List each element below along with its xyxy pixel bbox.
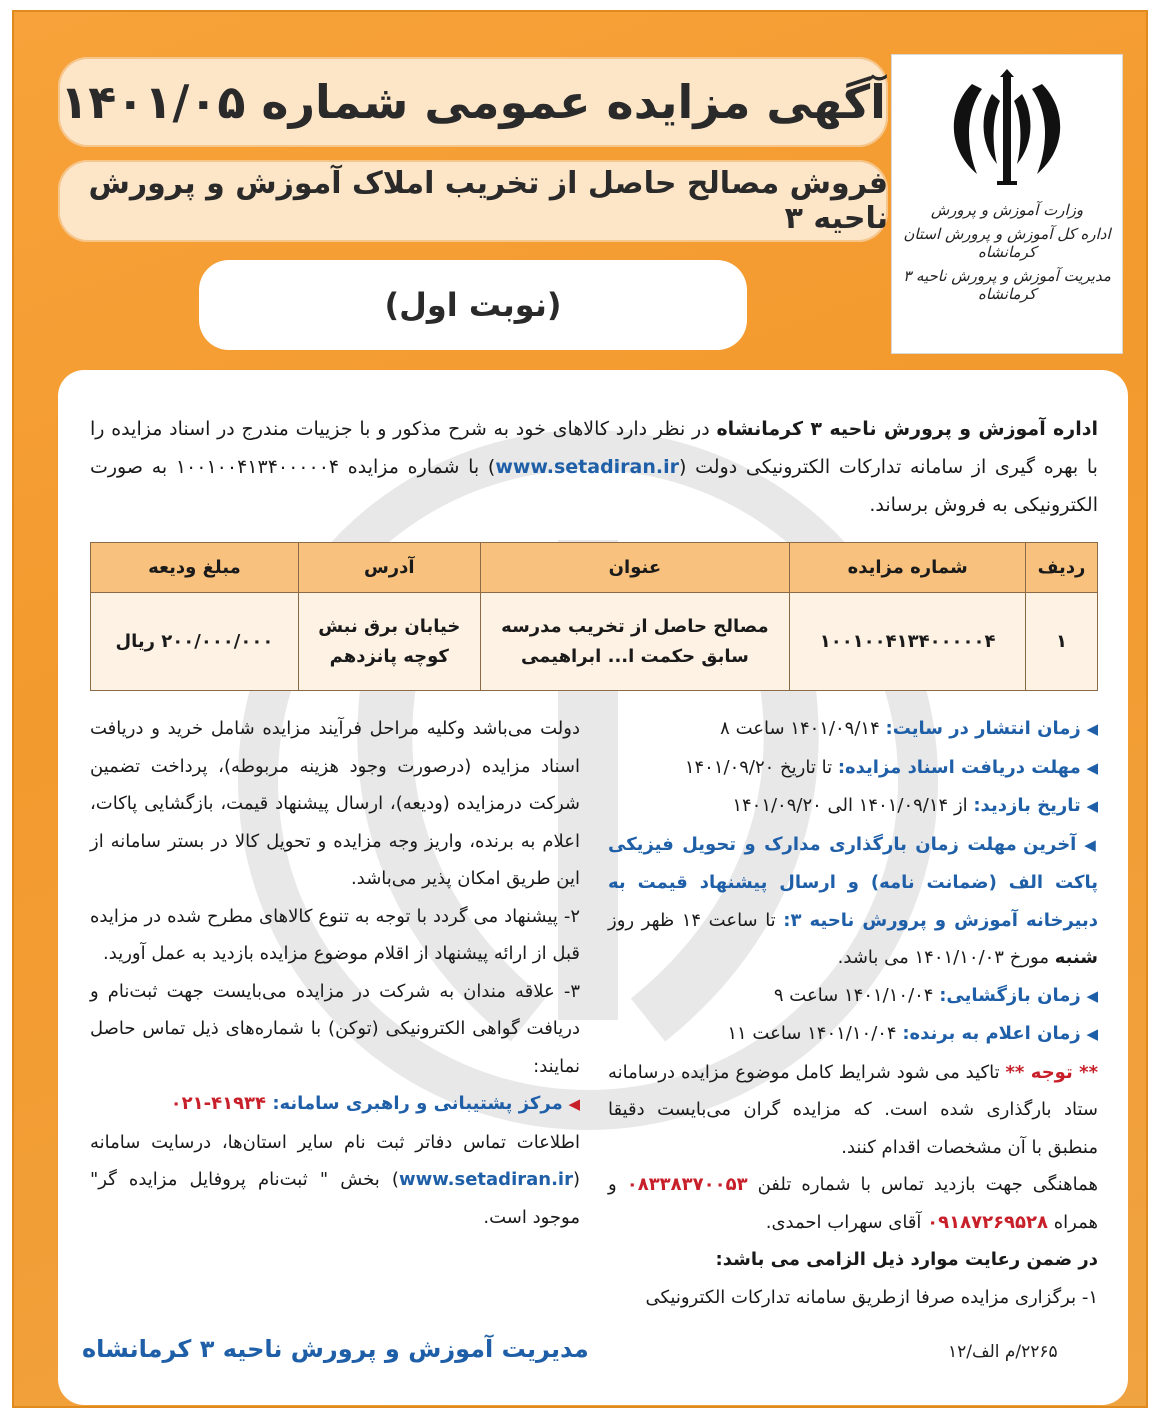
contact-mobile: ۰۹۱۸۷۲۶۹۵۲۸	[927, 1211, 1049, 1233]
winner-label: زمان اعلام به برنده:	[902, 1023, 1081, 1044]
table-row	[91, 593, 1098, 691]
docs-deadline	[608, 749, 1098, 788]
intro-text-2: ) با شماره مزایده ۱۰۰۱۰۰۴۱۳۴۰۰۰۰۰۴ به صورت الکترونیکی به فروش برساند.	[90, 456, 1098, 516]
rule-2: ۲- پیشنهاد می گردد با توجه به تنوع کالاهای مطرح شده در مزایده قبل از ارائه پیشنهاد از اقلام موضوع مزایده بازدید به عمل آورید.	[90, 905, 580, 964]
contact-name: آقای سهراب احمدی.	[765, 1211, 928, 1233]
info-site-link[interactable]: www.setadiran.ir	[398, 1169, 573, 1190]
col-header-deposit: مبلغ ودیعه	[91, 543, 299, 593]
contact-phone: ۰۸۳۳۸۳۷۰۰۵۳	[626, 1174, 748, 1195]
deadline-value-2: مورخ ۱۴۰۱/۱۰/۰۳ می باشد.	[837, 947, 1055, 968]
col-header-row-no: ردیف	[1026, 543, 1098, 593]
note-paragraph	[608, 1054, 1098, 1167]
deadline-label: آخرین مهلت زمان بارگذاری مدارک و تحویل فیزیکی پاکت الف (ضمانت نامه) و ارسال پیشنهاد قیمت به دبیرخانه آموزش و پرورش ناحیه ۳:	[608, 833, 1098, 931]
winner-value: ۱۴۰۱/۱۰/۰۴ ساعت ۱۱	[727, 1023, 903, 1044]
ad-title	[58, 57, 888, 147]
ad-subtitle-text: فروش مصالح حاصل از تخریب املاک آموزش و پرورش ناحیه ۳	[88, 166, 888, 236]
publish-time	[608, 710, 1098, 749]
logo-ministry-name: وزارت آموزش و پرورش	[930, 201, 1084, 219]
open-value: ۱۴۰۱/۱۰/۰۴ ساعت ۹	[773, 984, 940, 1006]
triangle-bullet-icon: ◀	[568, 1095, 580, 1113]
col-header-address: آدرس	[298, 543, 480, 593]
cell-deposit: ۲۰۰/۰۰۰/۰۰۰ ریال	[91, 593, 299, 691]
intro-site-link[interactable]: www.setadiran.ir	[495, 456, 680, 478]
rule-1-continued: دولت می‌باشد وکلیه مراحل فرآیند مزایده شامل خرید و دریافت اسناد مزایده (درصورت وجود هزینه مربوطه)، پرداخت تضمین شرکت درمزایده (ودیعه)، ارسال پیشنهاد قیمت، بازگشایی پاکات، اعلام به برنده، واریز وجه مزایده و تحویل کالا در بستر سامانه از این طریق امکان پذیر می‌باشد.	[90, 718, 580, 889]
docs-label: مهلت دریافت اسناد مزایده:	[837, 756, 1081, 778]
intro-paragraph	[90, 410, 1098, 524]
ad-frame	[12, 10, 1148, 1408]
note-text: تاکید می شود شرایط کامل موضوع مزایده درسامانه ستاد بارگذاری شده است. که مزایده گران می‌بایست دقیقا منطبق با آن مشخصات اقدام کنند.	[608, 1061, 1098, 1158]
ad-round-text: (نوبت اول)	[384, 286, 562, 324]
note-label: ** توجه **	[1005, 1061, 1098, 1083]
opening-time	[608, 977, 1098, 1016]
signature: مدیریت آموزش و پرورش ناحیه ۳ کرمانشاه	[82, 1335, 589, 1363]
triangle-bullet-icon: ◀	[1086, 986, 1098, 1005]
support-label: مرکز پشتیبانی و راهبری سامانه:	[272, 1093, 563, 1114]
info-text-2: ) بخش " ثبت‌نام پروفایل مزایده گر" موجود است.	[90, 1169, 580, 1228]
support-phone: ۴۱۹۳۴-۰۲۱	[170, 1093, 273, 1114]
contact-and: و همراه	[608, 1174, 1098, 1233]
triangle-bullet-icon: ◀	[1084, 835, 1098, 854]
cell-row-no: ۱	[1026, 593, 1098, 691]
iran-emblem-icon	[942, 69, 1072, 189]
support-center	[90, 1085, 580, 1124]
open-label: زمان بازگشایی:	[939, 984, 1081, 1006]
schedule-column	[608, 710, 1098, 1316]
winner-time	[608, 1015, 1098, 1054]
triangle-bullet-icon: ◀	[1086, 1025, 1098, 1043]
intro-text-1: در نظر دارد کالاهای خود به شرح مذکور و با جزییات مندرج در اسناد مزایده را با بهره گیری از سامانه تدارکات الکترونیکی دولت (	[90, 418, 1098, 478]
rules-column	[90, 710, 580, 1236]
ministry-logo-box	[891, 54, 1123, 354]
contact-text: هماهنگی جهت بازدید تماس با شماره تلفن	[747, 1174, 1098, 1195]
info-paragraph	[90, 1124, 580, 1237]
visit-label: تاریخ بازدید:	[973, 795, 1081, 816]
deadline-value-1: تا ساعت ۱۴ ظهر روز	[608, 909, 784, 931]
triangle-bullet-icon: ◀	[1086, 797, 1098, 815]
triangle-bullet-icon: ◀	[1086, 720, 1098, 738]
submission-deadline	[608, 826, 1098, 977]
triangle-bullet-icon: ◀	[1086, 758, 1098, 777]
intro-org: اداره آموزش و پرورش ناحیه ۳ کرمانشاه	[716, 418, 1098, 440]
publish-value: ۱۴۰۱/۰۹/۱۴ ساعت ۸	[720, 718, 886, 739]
visit-value: از ۱۴۰۱/۰۹/۱۴ الی ۱۴۰۱/۰۹/۲۰	[732, 795, 974, 816]
auction-table	[90, 542, 1098, 691]
contact-paragraph	[608, 1166, 1098, 1241]
info-text-1: اطلاعات تماس دفاتر ثبت نام سایر استان‌ها، درسایت سامانه (	[90, 1131, 580, 1190]
cell-address: خیابان برق نبش کوچه پانزدهم	[298, 593, 480, 691]
ad-round	[199, 260, 747, 350]
table-header-row	[91, 543, 1098, 593]
logo-district-office: مدیریت آموزش و پرورش ناحیه ۳ کرمانشاه	[903, 267, 1111, 303]
rule-1: ۱- برگزاری مزایده صرفا ازطریق سامانه تدارکات الکترونیکی	[645, 1286, 1098, 1308]
rule-3: ۳- علاقه مندان به شرکت در مزایده می‌بایست جهت ثبت‌نام و دریافت گواهی الکترونیکی (توکن) با شماره‌های ذیل تماس حاصل نمایند:	[90, 980, 580, 1077]
cell-auction-number: ۱۰۰۱۰۰۴۱۳۴۰۰۰۰۰۴	[790, 593, 1026, 691]
cell-title: مصالح حاصل از تخریب مدرسه سابق حکمت ا... ابراهیمی	[480, 593, 790, 691]
ad-code: ۲۲۶۵/م الف/۱۲	[948, 1342, 1058, 1362]
ad-title-text: آگهی مزایده عمومی شماره ۱۴۰۱/۰۵	[60, 75, 886, 129]
rules-title: در ضمن رعایت موارد ذیل الزامی می باشد:	[715, 1249, 1098, 1270]
col-header-auction-number: شماره مزایده	[790, 543, 1026, 593]
docs-value: تا تاریخ ۱۴۰۱/۰۹/۲۰	[684, 756, 838, 778]
deadline-day: شنبه	[1054, 947, 1098, 968]
visit-date	[608, 787, 1098, 826]
ad-content-card	[58, 370, 1128, 1405]
ad-subtitle	[58, 160, 888, 242]
publish-label: زمان انتشار در سایت:	[885, 718, 1081, 739]
col-header-title: عنوان	[480, 543, 790, 593]
logo-province-office: اداره کل آموزش و پرورش استان کرمانشاه	[903, 225, 1111, 261]
